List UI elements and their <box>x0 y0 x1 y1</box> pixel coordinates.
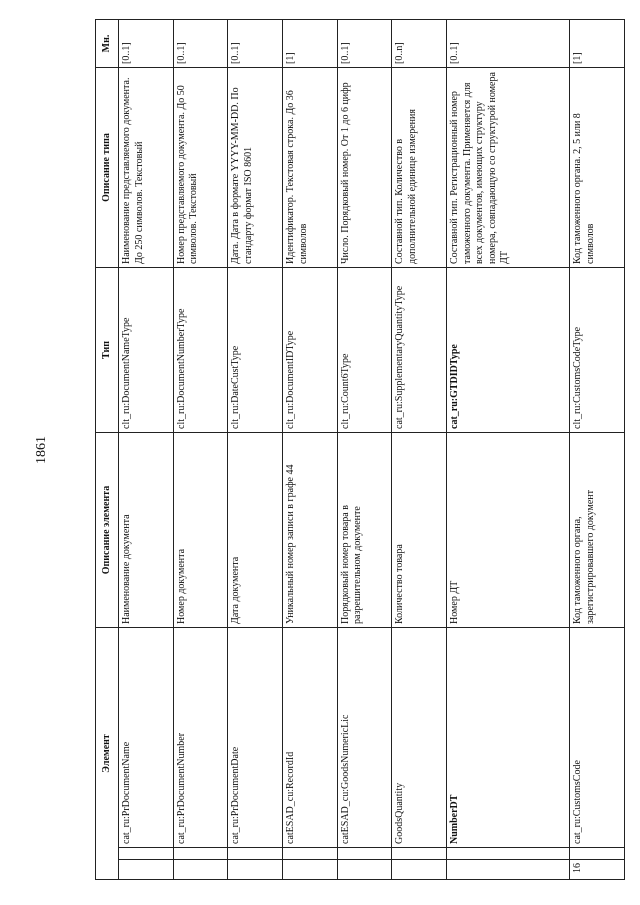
page-number: 1861 <box>34 436 49 464</box>
table-row <box>447 19 570 879</box>
row-indent <box>337 848 392 860</box>
row-element: cat_ru:PrDocumentNumber <box>173 627 228 847</box>
row-indent <box>570 848 625 860</box>
row-type: cat_ru:SupplementaryQuantityType <box>392 267 447 432</box>
header-mn: Мн. <box>96 19 119 67</box>
row-index <box>228 860 283 880</box>
row-indent <box>283 848 338 860</box>
header-type: Тип <box>96 267 119 432</box>
row-element-desc: Порядковый номер товара в разрешительном документе <box>337 432 392 627</box>
row-type: clt_ru:Count6Type <box>337 267 392 432</box>
table-row <box>283 19 338 879</box>
row-type-desc: Идентификатор. Текстовая строка. До 36 символов <box>283 67 338 267</box>
row-mn: [1] <box>283 19 338 67</box>
row-element: cat_ru:PrDocumentDate <box>228 627 283 847</box>
row-index <box>119 860 174 880</box>
table-header-row <box>96 19 119 879</box>
row-mn: [0..1] <box>337 19 392 67</box>
row-element-desc: Номер документа <box>173 432 228 627</box>
row-mn: [0..1] <box>173 19 228 67</box>
row-mn: [0..1] <box>447 19 570 67</box>
row-element: NumberDT <box>447 627 570 847</box>
row-type: clt_ru:CustomsCodeType <box>570 267 625 432</box>
row-type: clt_ru:DateCustType <box>228 267 283 432</box>
row-index: 16 <box>570 860 625 880</box>
row-index <box>173 860 228 880</box>
row-indent <box>119 848 174 860</box>
row-element-desc: Наименование документа <box>119 432 174 627</box>
row-type: cat_ru:GTDIDType <box>447 267 570 432</box>
row-element-desc: Код таможенного органа, зарегистрировавшего документ <box>570 432 625 627</box>
table-row <box>228 19 283 879</box>
row-index <box>337 860 392 880</box>
rotated-table-container <box>95 20 625 880</box>
row-type-desc: Наименование представляемого документа. До 250 символов. Текстовый <box>119 67 174 267</box>
row-mn: [1] <box>570 19 625 67</box>
row-type: clt_ru:DocumentNameType <box>119 267 174 432</box>
row-type-desc: Составной тип. Регистрационный номер таможенного документа. Применяется для всех документов, имеющих структуру номера, совпадающую со структурой номера ДТ <box>447 67 570 267</box>
row-element: cat_ru:CustomsCode <box>570 627 625 847</box>
element-table <box>95 19 625 880</box>
table-row <box>119 19 174 879</box>
row-type-desc: Число. Порядковый номер. От 1 до 6 цифр <box>337 67 392 267</box>
row-type-desc: Код таможенного органа. 2, 5 или 8 символов <box>570 67 625 267</box>
row-element: cat_ru:PrDocumentName <box>119 627 174 847</box>
row-type: clt_ru:DocumentNumberType <box>173 267 228 432</box>
row-mn: [0..n] <box>392 19 447 67</box>
row-mn: [0..1] <box>119 19 174 67</box>
row-indent <box>447 848 570 860</box>
row-mn: [0..1] <box>228 19 283 67</box>
row-element-desc: Дата документа <box>228 432 283 627</box>
header-element: Элемент <box>96 627 119 879</box>
row-type: clt_ru:DocumentIDType <box>283 267 338 432</box>
row-indent <box>228 848 283 860</box>
row-index <box>283 860 338 880</box>
row-element: catESAD_cu:GoodsNumericLic <box>337 627 392 847</box>
row-type-desc: Составной тип. Количество в дополнительной единице измерения <box>392 67 447 267</box>
row-element-desc: Количество товара <box>392 432 447 627</box>
row-element: catESAD_cu:RecordId <box>283 627 338 847</box>
row-type-desc: Номер представляемого документа. До 50 символов. Текстовый <box>173 67 228 267</box>
table-row <box>173 19 228 879</box>
row-index <box>447 860 570 880</box>
row-element-desc: Номер ДТ <box>447 432 570 627</box>
header-element-desc: Описание элемента <box>96 432 119 627</box>
row-indent <box>392 848 447 860</box>
table-row <box>570 19 625 879</box>
row-type-desc: Дата. Дата в формате YYYY-MM-DD. По стандарту формат ISO 8601 <box>228 67 283 267</box>
row-element-desc: Уникальный номер записи в графе 44 <box>283 432 338 627</box>
table-row <box>337 19 392 879</box>
table-row <box>392 19 447 879</box>
row-index <box>392 860 447 880</box>
row-indent <box>173 848 228 860</box>
header-type-desc: Описание типа <box>96 67 119 267</box>
row-element: GoodsQuantity <box>392 627 447 847</box>
